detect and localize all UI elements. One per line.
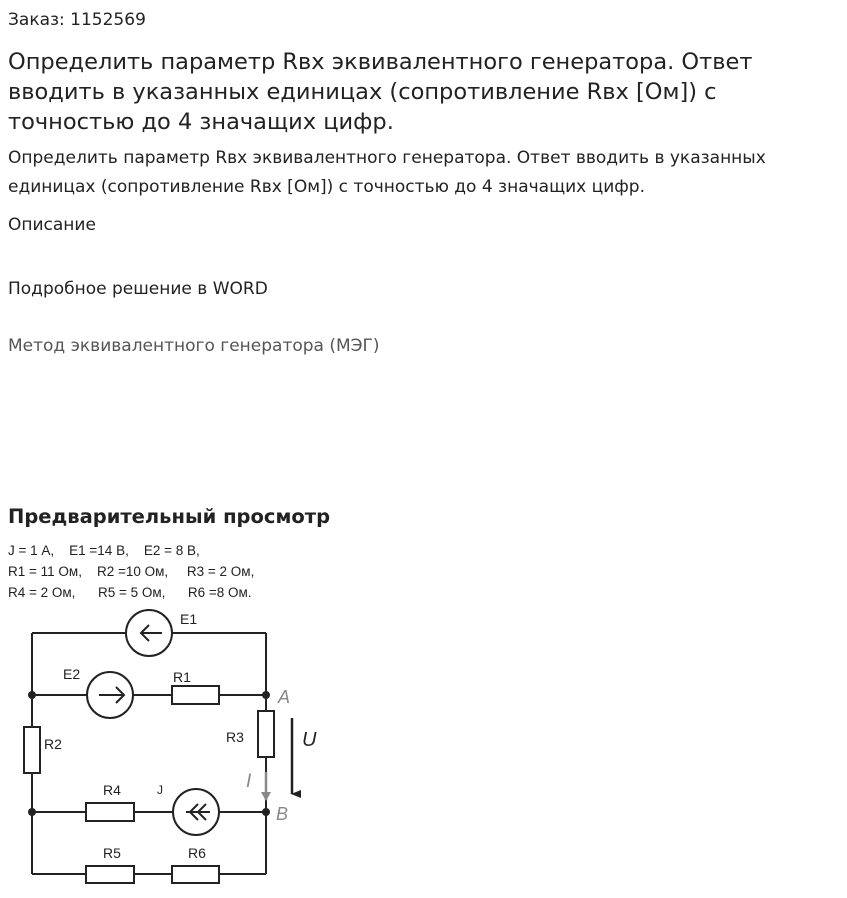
method-link[interactable]: Метод эквивалентного генератора (МЭГ) [8, 336, 380, 356]
resistor-r5 [86, 866, 134, 883]
label-node-b: B [276, 804, 289, 824]
circuit-diagram [0, 600, 340, 890]
node [28, 808, 36, 816]
label-e1: E1 [180, 611, 198, 627]
label-j: J [157, 783, 163, 797]
order-number: Заказ: 1152569 [8, 10, 146, 30]
param-line: R1 = 11 Ом, R2 =10 Ом, R3 = 2 Ом, [8, 564, 255, 579]
resistor-r4 [86, 803, 134, 821]
description-heading: Описание [8, 215, 96, 235]
label-r3: R3 [226, 729, 244, 745]
circuit-parameters [8, 540, 254, 603]
param-line: J = 1 А, E1 =14 В, E2 = 8 В, [8, 543, 200, 558]
label-e2: E2 [63, 666, 81, 682]
label-r1: R1 [173, 669, 191, 685]
node [262, 808, 270, 816]
label-current-i: I [246, 771, 252, 792]
resistor-r3 [258, 711, 274, 757]
detail-text: Подробное решение в WORD [8, 279, 268, 299]
node [262, 691, 270, 699]
param-line: R4 = 2 Ом, R5 = 5 Ом, R6 =8 Ом. [8, 585, 252, 600]
task-description: Определить параметр Rвх эквивалентного генератора. Ответ вводить в указанных единицах (сопротивление Rвх [Ом]) с точностью до 4 значащих цифр. [8, 148, 766, 197]
label-r6: R6 [188, 845, 206, 861]
label-r4: R4 [103, 782, 121, 798]
label-r2: R2 [44, 736, 62, 752]
resistor-r6 [172, 866, 219, 883]
node [28, 691, 36, 699]
resistor-r2 [24, 727, 40, 773]
label-node-a: A [278, 687, 291, 707]
preview-heading: Предварительный просмотр [8, 505, 331, 528]
label-voltage-u: U [302, 729, 317, 751]
label-r5: R5 [103, 845, 121, 861]
page-title: Определить параметр Rвх эквивалентного генератора. Ответ вводить в указанных единицах (сопротивление Rвх [Ом]) с точностью до 4 значащих цифр. [8, 49, 753, 135]
resistor-r1 [172, 686, 219, 704]
